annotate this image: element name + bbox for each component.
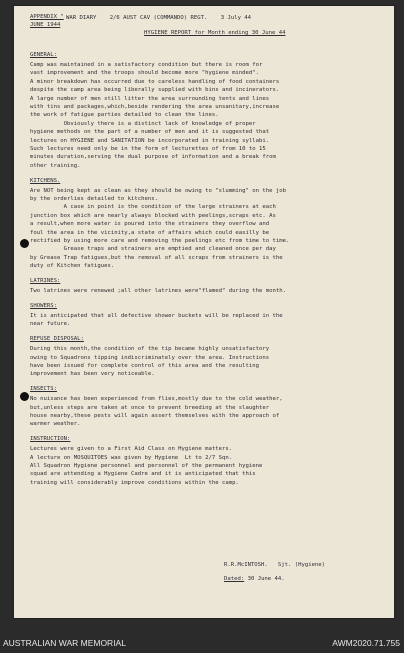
archive-footer bbox=[0, 620, 404, 653]
section-instruction bbox=[30, 435, 382, 487]
section-kitchens bbox=[30, 177, 382, 271]
appendix-text: APPENDIX " bbox=[30, 14, 64, 20]
section-text: Camp was maintained in a satisfactory condition but there is room for vast improvement and the troops should become more "hygiene minded". A minor breakdown has occurred due to careless handling of food containers despite the camp area being liberally supplied with bins and incinerators. A large number of men still litter the area surrounding tents and lines with tins and packages,which,beside rendering the area unsanitary,increase the work of fatigue parties detailed to clean the lines. Obviously there is a distinct lack of knowledge of proper hygiene methods on the part of a number of men and it is suggested that lectures on HYGIENE and SANITATION be incorporated in training syllabi. Such lectures need only be in the form of lecturettes of from 10 to 15 minutes duration,serving the dual purpose of information and a break from other training. bbox=[30, 61, 280, 169]
document-page bbox=[14, 6, 394, 618]
section-heading: INSECTS: bbox=[30, 386, 57, 393]
dated-value: 30 June 44. bbox=[247, 576, 285, 583]
signature-block bbox=[224, 561, 325, 590]
section-heading: SHOWERS: bbox=[30, 302, 57, 309]
section-heading: KITCHENS. bbox=[30, 177, 61, 184]
section-text: No nuisance has been experienced from flies,mostly due to the cold weather, but,unless steps are taken at once to prevent breeding at the slaughter house nearby,these pests will again assert themselves with the approach of warmer weather. bbox=[30, 396, 283, 428]
section-heading: GENERAL: bbox=[30, 52, 57, 58]
section-heading: INSTRUCTION: bbox=[30, 436, 71, 443]
section-text: During this month,the condition of the tip became highly unsatisfactory owing to Squadrons tipping indiscriminately over the area. Instructions have been issued for complete control of this area and the resulting improvement has been very noticeable. bbox=[30, 346, 270, 378]
report-title: HYGIENE REPORT for Month ending 30 June 44 bbox=[144, 30, 286, 36]
month-text: JUNE 1944 bbox=[30, 21, 61, 28]
dated-label: Dated: bbox=[224, 576, 245, 583]
header-date: 3 July 44 bbox=[220, 15, 252, 21]
section-refuse-disposal bbox=[30, 335, 382, 379]
section-showers bbox=[30, 302, 382, 329]
institution-label: AUSTRALIAN WAR MEMORIAL bbox=[3, 638, 126, 648]
section-latrines bbox=[30, 277, 382, 295]
punch-hole-icon bbox=[20, 239, 29, 248]
section-heading: REFUSE DISPOSAL: bbox=[30, 336, 84, 343]
section-text: It is anticipated that all defective shower buckets will be replaced in the near future. bbox=[30, 312, 283, 328]
report-body bbox=[30, 51, 382, 494]
unit-name: 2/6 AUST CAV (COMMANDO) REGT. bbox=[109, 15, 208, 21]
section-general bbox=[30, 51, 382, 170]
reference-number: AWM2020.71.755 bbox=[332, 638, 400, 648]
section-text: Lectures were given to a First Aid Class on Hygiene matters. A lecture on MOSQUITOES was given by Hygiene Lt to 2/7 Sqn. All Squadron Hygiene personnel and personnel of the permanent hygiene squad are attending a Hygiene Cadre and it is anticipated that this training will considerably improve conditions within the camp. bbox=[30, 446, 263, 486]
signatory-rank: Sjt. (Hygiene) bbox=[277, 562, 326, 568]
section-insects bbox=[30, 385, 382, 429]
punch-hole-icon bbox=[20, 392, 29, 401]
diary-label: WAR DIARY bbox=[66, 15, 97, 21]
document-header bbox=[66, 14, 261, 22]
signatory-name: R.R.McINTOSH. bbox=[224, 562, 268, 568]
section-heading: LATRINES: bbox=[30, 278, 61, 285]
section-text: Are NOT being kept as clean as they should be owing to "slumming" on the job by the orderlies detailed to kitchens. A case in point is the condition of the large strainers at each junction box which are nearly always blocked with peelings,scraps etc. As a result,when more water is poured into the strainers they overflow and foul the area in the vicinity,a state of affairs which could easilly be rectified by using more care and removing the peelings etc from time to time. Grease traps and strainers are emptied and cleaned once per day by Grease Trap fatigues,but the removal of all scraps from strainers is the duty of Kitchen fatigues. bbox=[30, 187, 290, 270]
section-text: Two latrines were renewed ;all other latrines were"flamed" during the month. bbox=[30, 288, 286, 295]
appendix-label bbox=[30, 14, 64, 29]
